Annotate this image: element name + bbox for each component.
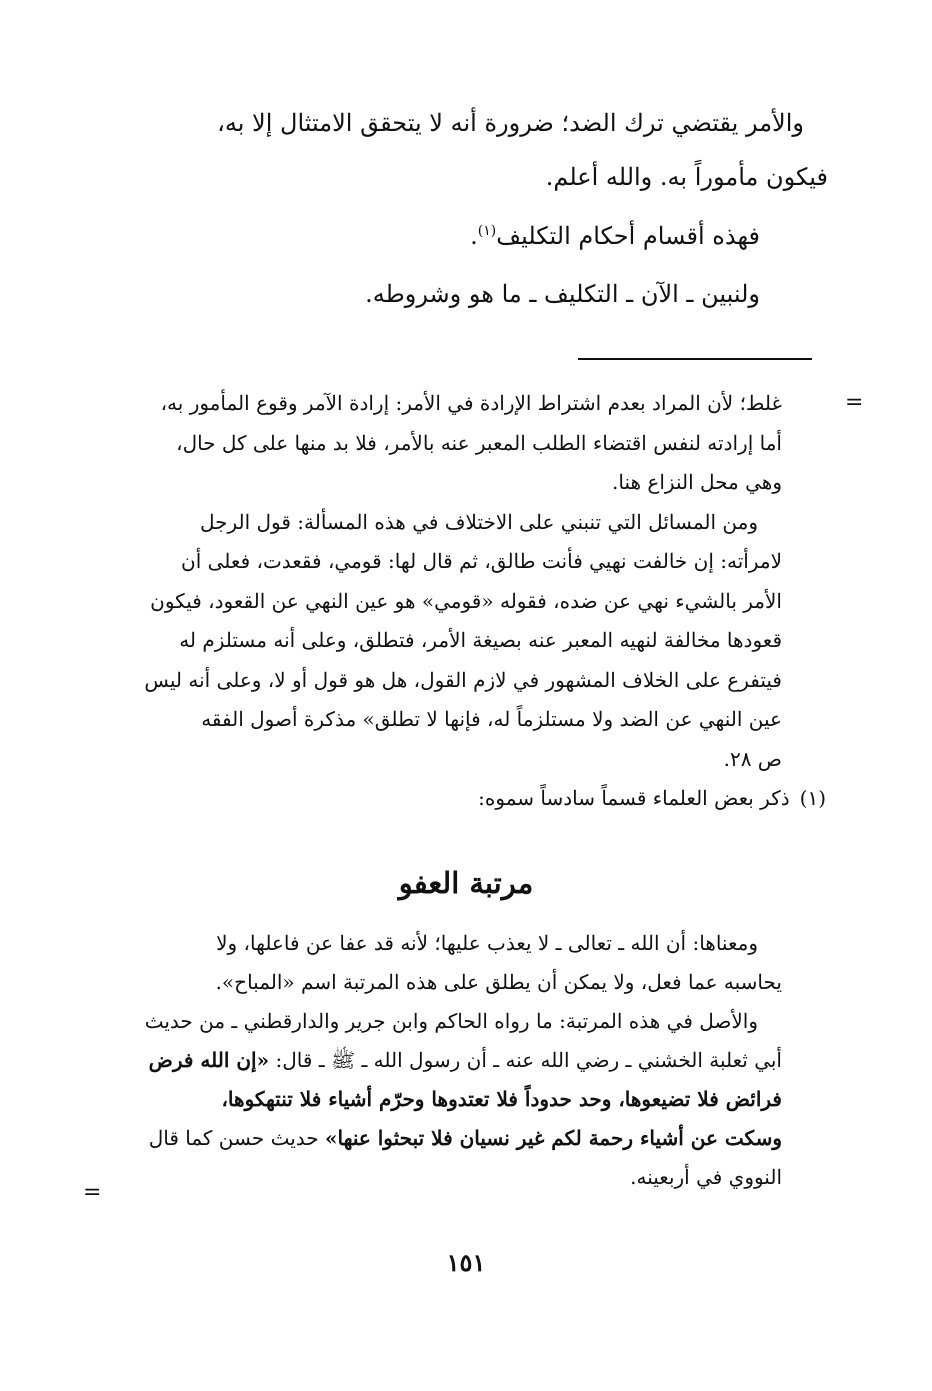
footnote-line: وهي محل النزاع هنا.	[612, 470, 782, 494]
section-line	[107, 1041, 782, 1080]
footnote-number: (١)	[799, 786, 826, 810]
footnote-line: الأمر بالشيء نهي عن ضده، فقوله «قومي» هو عين النهي عن القعود، فيكون	[150, 588, 782, 613]
footnote-line: لامرأته: إن خالفت نهيي فأنت طالق، ثم قال لها: قومي، فقعدت، فعلى أن	[181, 549, 782, 573]
hadith-line: وسكت عن أشياء رحمة لكم غير نسيان فلا تبحثوا عنها»	[325, 1126, 782, 1150]
footnote-separator	[578, 358, 812, 360]
continuation-mark: =	[83, 1180, 102, 1205]
section-line: يحاسبه عما فعل، ولا يمكن أن يطلق على هذه المرتبة اسم «المباح».	[215, 970, 782, 994]
footnote-line: غلط؛ لأن المراد بعدم اشتراط الإرادة في الأمر: إرادة الآمر وقوع المأمور به،	[160, 391, 782, 415]
hadith-line: فرائض فلا تضيعوها، وحد حدوداً فلا تعتدوها وحرّم أشياء فلا تنتهكوها،	[221, 1087, 782, 1111]
page-number: ١٥١	[446, 1248, 486, 1277]
footnote-reference: (١)	[477, 223, 497, 239]
main-text	[93, 96, 828, 321]
footnote-line: أما إرادته لنفس اقتضاء الطلب المعبر عنه بالأمر، فلا بد منها على كل حال،	[176, 430, 782, 455]
hadith-grade: حديث حسن كما قال	[148, 1126, 319, 1150]
footnote-line: ص ٢٨.	[723, 746, 782, 771]
section-line-text: أبي ثعلبة الخشني ـ رضي الله عنه ـ أن رسول الله ـ ﷺ ـ قال:	[275, 1048, 782, 1072]
section-heading: مرتبة العفو	[398, 866, 534, 900]
main-line-text: فهذه أقسام أحكام التكليف	[496, 222, 760, 250]
section-body	[107, 924, 782, 1197]
continuation-mark: =	[845, 390, 864, 415]
section-line: النووي في أربعينه.	[630, 1165, 782, 1189]
main-line-end: .	[470, 222, 478, 250]
footnote-entry	[107, 779, 826, 819]
main-line	[93, 204, 760, 263]
section-line: ومعناها: أن الله ـ تعالى ـ لا يعذب عليها؛ لأنه قد عفا عن فاعلها، ولا	[216, 931, 758, 955]
section-line: والأصل في هذه المرتبة: ما رواه الحاكم وابن جرير والدارقطني ـ من حديث	[144, 1009, 758, 1033]
footnotes	[107, 384, 826, 819]
section-line	[107, 1119, 782, 1158]
main-line: ولنبين ـ الآن ـ التكليف ـ ما هو وشروطه.	[365, 280, 760, 308]
main-line: فيكون مأموراً به. والله أعلم.	[545, 163, 828, 191]
footnote-line: قعودها مخالفة لنهيه المعبر عنه بصيغة الأمر، فتطلق، وعلى أنه مستلزم له	[179, 628, 782, 652]
footnote-line: فيتفرع على الخلاف المشهور في لازم القول، هل هو قول أو لا، وعلى أنه ليس	[144, 667, 782, 692]
hadith-quote-start: «إن الله فرض	[148, 1048, 270, 1072]
footnote-line: عين النهي عن الضد ولا مستلزماً له، فإنها لا تطلق» مذكرة أصول الفقه	[201, 707, 782, 731]
main-line: والأمر يقتضي ترك الضد؛ ضرورة أنه لا يتحقق الامتثال إلا به،	[217, 109, 804, 137]
footnote-text: ذكر بعض العلماء قسماً سادساً سموه:	[478, 786, 790, 810]
footnote-line: ومن المسائل التي تنبني على الاختلاف في هذه المسألة: قول الرجل	[199, 509, 758, 534]
